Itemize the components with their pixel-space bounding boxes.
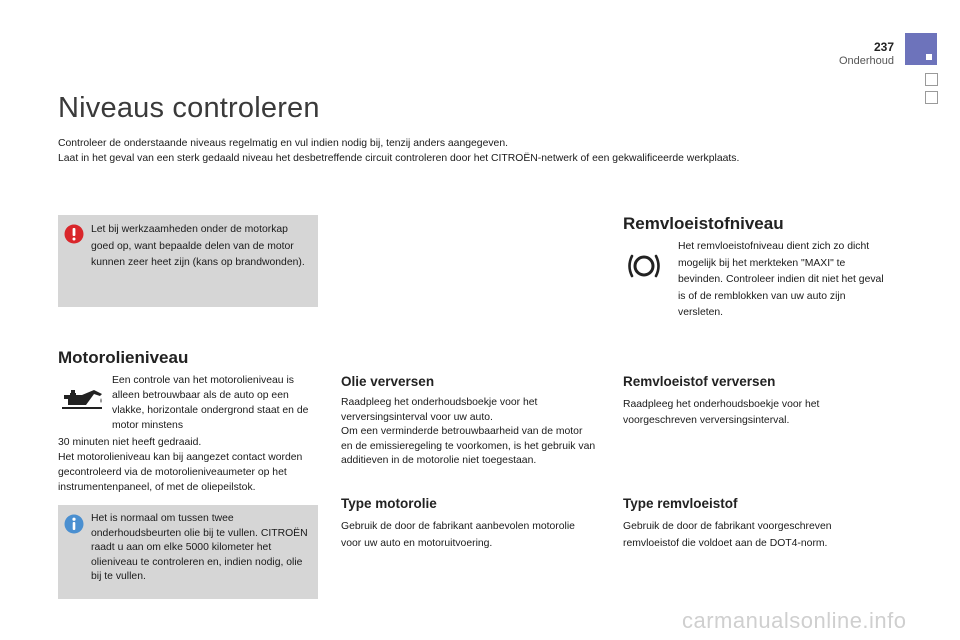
- brake-warning-icon: [626, 252, 662, 280]
- oil-change-text-1: Raadpleeg het onderhoudsboekje voor het verversingsinterval voor uw auto.: [341, 397, 538, 423]
- info-text: Het is normaal om tussen twee onderhoudsbeurten olie bij te vullen. CITROËN raadt u aan om elke 5000 kilometer het olieniveau te controleren en, indien nodig, olie bij te vullen.: [91, 513, 308, 582]
- oil-change-text-2: Om een verminderde betrouwbaarheid van de motor en de emissieregeling te voorkomen, is het gebruik van additieven in de motorolie niet toegestaan.: [341, 426, 596, 466]
- chapter-tab-box: [925, 73, 938, 86]
- motor-oil-text-2b: Het motorolieniveau kan bij aangezet contact worden gecontroleerd via de motorolieniveaumeter op het instrumentenpaneel, of met de oliepeilstok.: [58, 452, 303, 493]
- oil-can-icon: [60, 386, 106, 414]
- oil-type-heading: Type motorolie: [341, 496, 437, 511]
- tab-marker: [926, 54, 932, 60]
- brake-change-text: Raadpleeg het onderhoudsboekje voor het voorgeschreven verversingsinterval.: [623, 399, 820, 426]
- warning-icon: [64, 224, 84, 244]
- motor-oil-text-2: [58, 435, 323, 495]
- chapter-tab-active: [905, 33, 937, 65]
- brake-level-heading: Remvloeistofniveau: [623, 214, 784, 233]
- oil-change-heading: Olie verversen: [341, 374, 435, 389]
- warning-box: [58, 215, 318, 307]
- brake-change-heading: Remvloeistof verversen: [623, 374, 776, 389]
- intro-line-1: Controleer de onderstaande niveaus regelmatig en vul indien nodig bij, tenzij anders aangegeven.: [58, 138, 508, 149]
- info-icon: [64, 514, 84, 534]
- page-number: 237: [873, 40, 894, 54]
- watermark: carmanualsonline.info: [682, 608, 907, 633]
- oil-type-text: Gebruik de door de fabrikant aanbevolen motorolie voor uw auto en motoruitvoering.: [341, 521, 575, 549]
- intro-text: [58, 136, 918, 166]
- motor-oil-text-1: Een controle van het motorolieniveau is alleen betrouwbaar als de auto op een vlakke, horizontale ondergrond staat en de motor minstens: [112, 375, 309, 431]
- warning-text: Let bij werkzaamheden onder de motorkap goed op, want bepaalde delen van de motor kunnen zeer heet zijn (kans op brandwonden).: [91, 224, 305, 268]
- brake-type-heading: Type remvloeistof: [623, 496, 738, 511]
- intro-line-2: Laat in het geval van een sterk gedaald niveau het desbetreffende circuit controleren door het CITROËN-netwerk of een gekwalificeerde werkplaats.: [58, 153, 740, 164]
- oil-change-text: [341, 396, 596, 469]
- section-name: Onderhoud: [838, 55, 894, 67]
- info-box: [58, 505, 318, 599]
- chapter-tab-box: [925, 91, 938, 104]
- motor-oil-heading: Motorolieniveau: [58, 348, 189, 367]
- brake-level-text: Het remvloeistofniveau dient zich zo dicht mogelijk bij het merkteken "MAXI" te bevinden. Controleer indien dit niet het geval is of de remblokken van uw auto zijn versleten.: [678, 241, 884, 318]
- brake-type-text: Gebruik de door de fabrikant voorgeschreven remvloeistof die voldoet aan de DOT4-norm.: [623, 521, 832, 549]
- motor-oil-text-2a: 30 minuten niet heeft gedraaid.: [58, 437, 202, 448]
- page-title: Niveaus controleren: [58, 92, 320, 124]
